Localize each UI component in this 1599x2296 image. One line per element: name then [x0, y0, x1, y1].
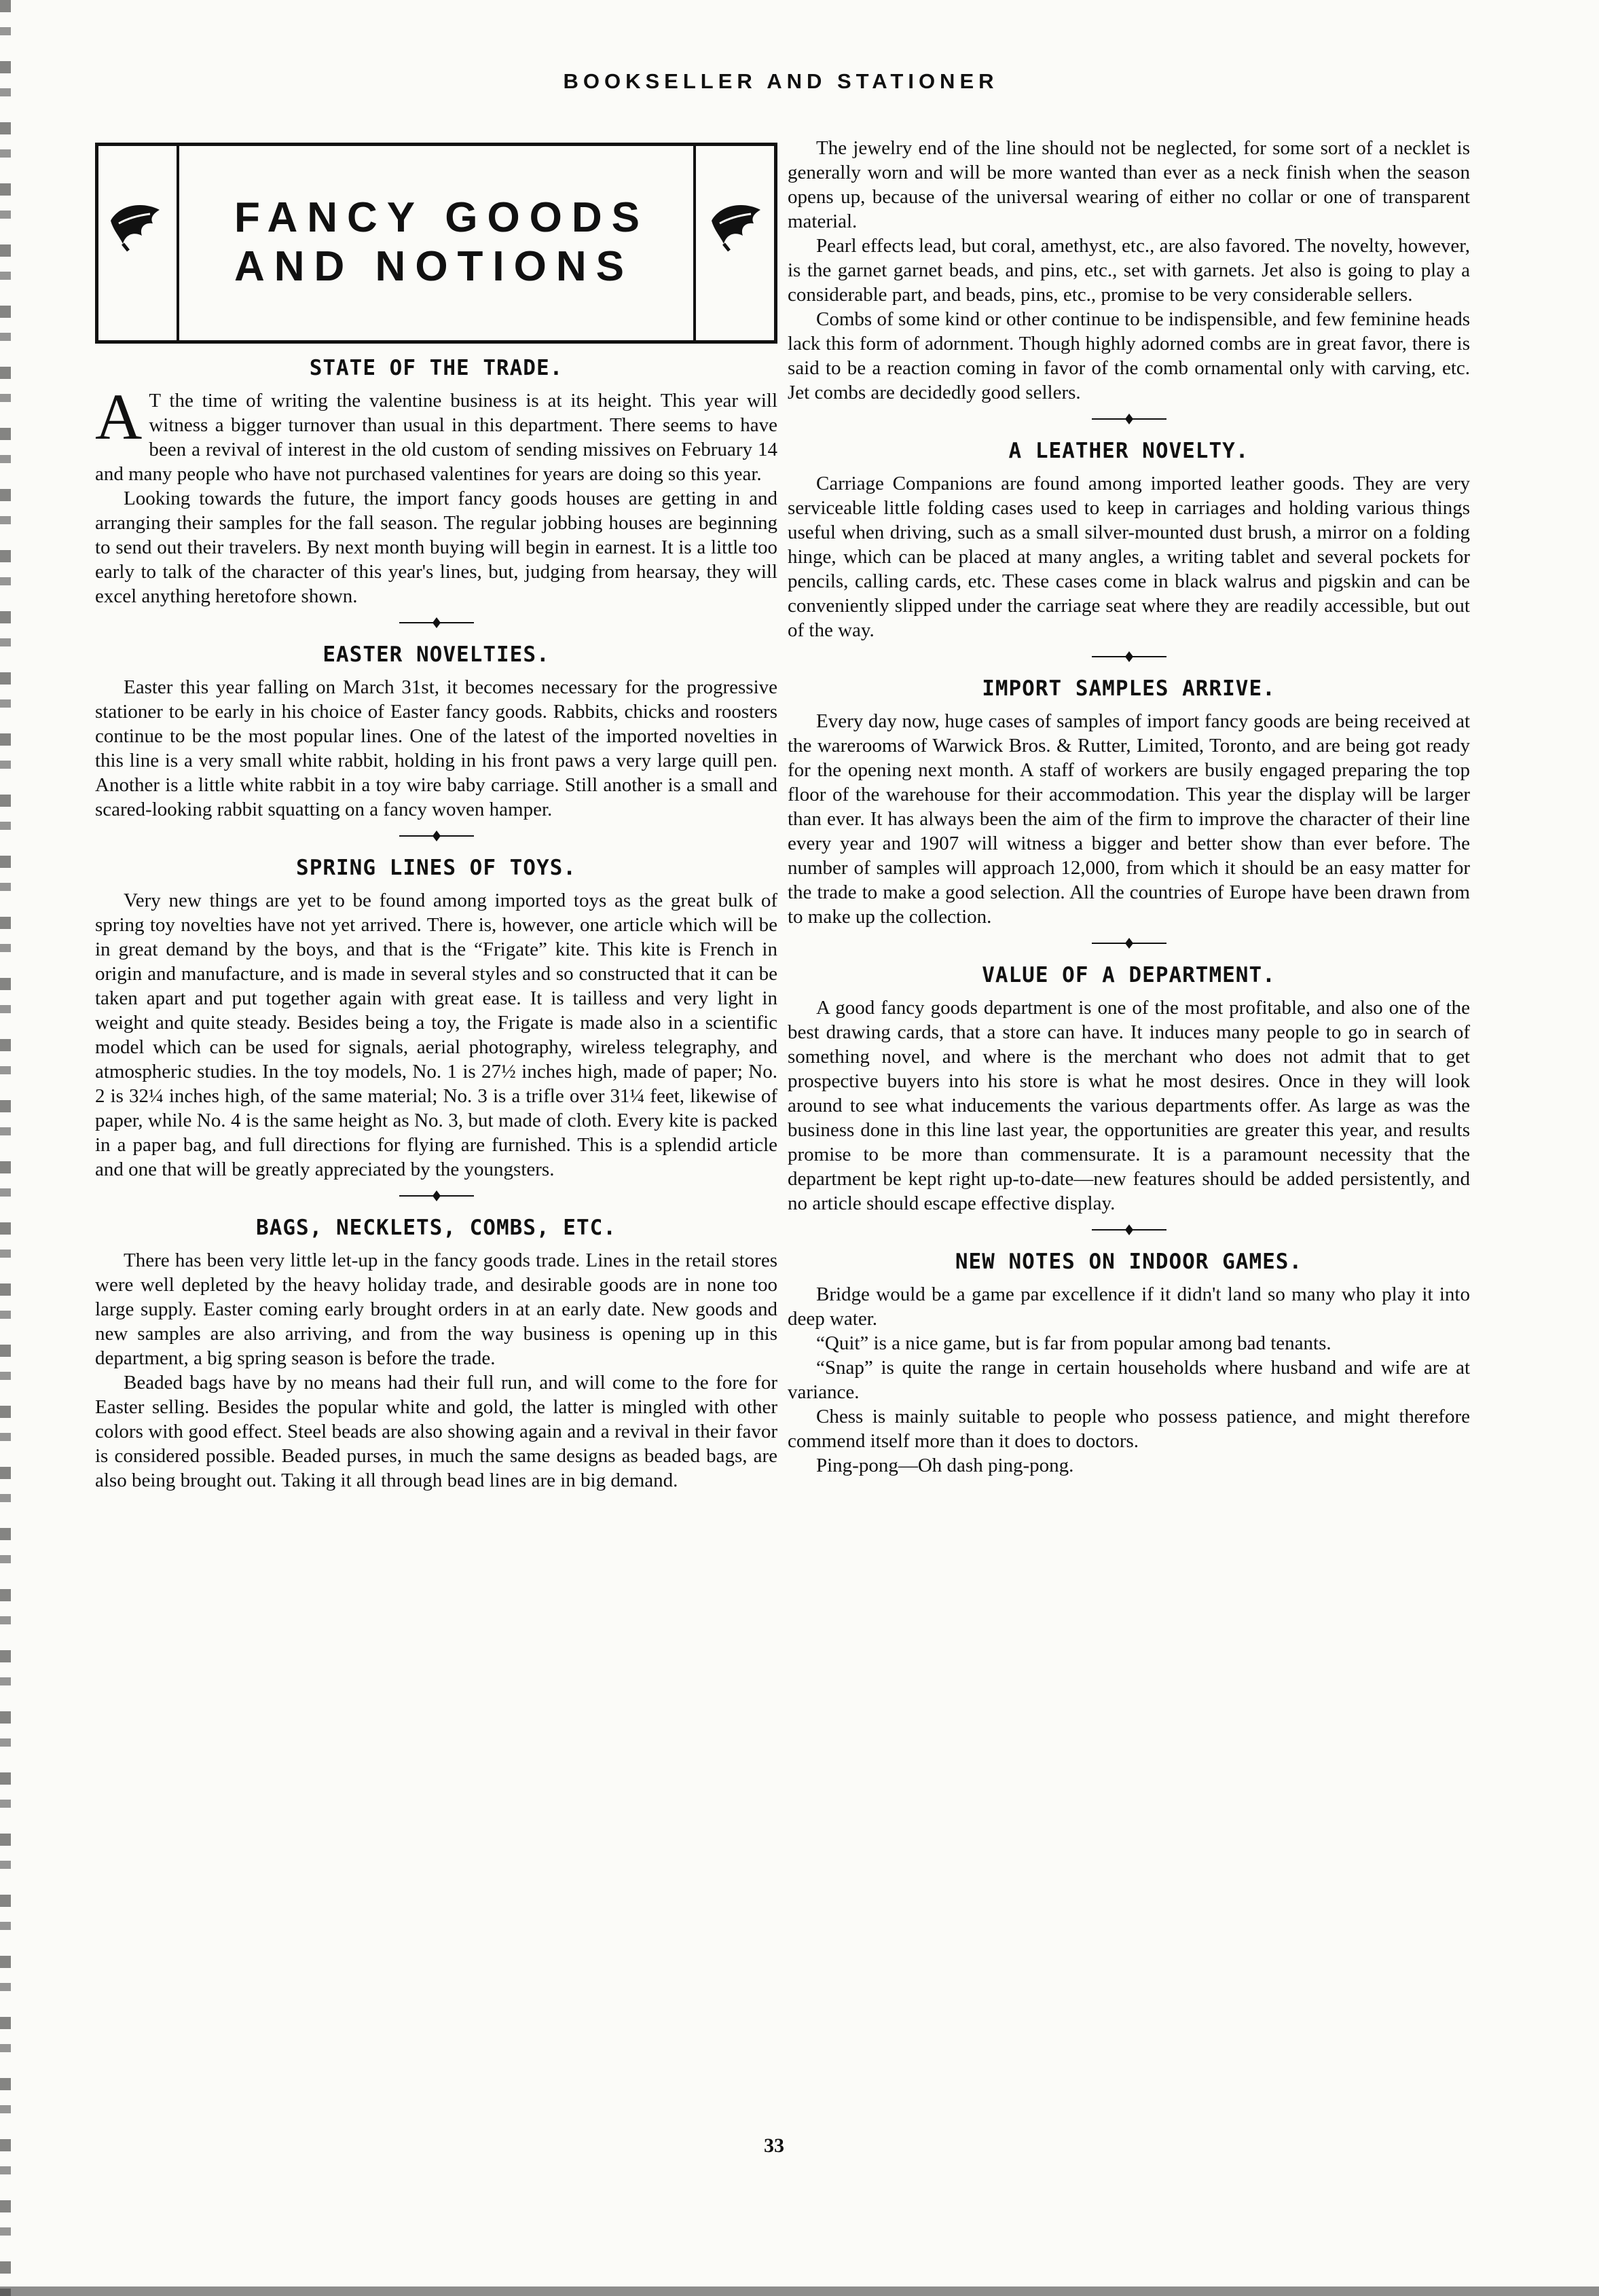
department-title: [234, 194, 650, 291]
article-heading-bags-necklets: BAGS, NECKLETS, COMBS, ETC.: [256, 1216, 617, 1240]
article-paragraph: Easter this year falling on March 31st, it becomes necessary for the progressive stationer to be early in his choice of Easter fancy goods. Rabbits, chicks and roosters continue to be the most popular lines. One of the latest of the imported novelties in this line is a very small white rabbit, holding in his front paws a very large quill pen. Another is a little white rabbit in a toy wire baby carriage. Still another is a small and scared-looking rabbit squatting on a fancy woven hamper.: [95, 676, 777, 820]
paragraph-text: T the time of writing the valentine business is at its height. This year will witness a bigger turnover than usual in this department. There seems to have been a revival of interest in the old custom of sending missives on February 14 and many people who have not purchased valentines for years are doing so this year.: [95, 390, 777, 485]
article-paragraph: Looking towards the future, the import fancy goods houses are getting in and arranging their samples for the fall season. The regular jobbing houses are beginning to send out their travelers. By next month buying will begin in earnest. It is a little too early to talk of the character of this year's lines, but, judging from hearsay, they will excel anything heretofore shown.: [95, 488, 777, 607]
department-title-line-1: FANCY GOODS: [234, 194, 650, 241]
article-heading-indoor-games: NEW NOTES ON INDOOR GAMES.: [955, 1250, 1303, 1274]
left-column: [95, 143, 777, 1493]
article-paragraph: [95, 380, 777, 486]
leaf-ornament-icon: [706, 194, 767, 255]
article-paragraph: “Snap” is quite the range in certain households where husband and wife are at variance.: [788, 1357, 1470, 1403]
article-paragraph: Pearl effects lead, but coral, amethyst, etc., are also favored. The novelty, however, is the garnet garnet beads, and pins, etc., set with garnets. Jet also is going to play a considerable part, and beads, pins, etc., promise to be very considerable sellers.: [788, 235, 1470, 306]
diamond-rule-icon: [1092, 1222, 1166, 1237]
article-paragraph: There has been very little let-up in the fancy goods trade. Lines in the retail stores were well depleted by the heavy holiday trade, and desirable goods are in none too large supply. Easter coming early brought orders in at an early date. New goods and new samples are also arriving, and from the way business is opening up in this department, a big spring season is before the trade.: [95, 1250, 777, 1369]
diamond-rule-icon: [399, 615, 474, 630]
article-paragraph: Ping-pong—Oh dash ping-pong.: [816, 1455, 1074, 1476]
page-number: 33: [764, 2134, 784, 2157]
article-heading-leather-novelty: A LEATHER NOVELTY.: [1008, 439, 1249, 463]
diamond-rule-icon: [1092, 936, 1166, 951]
article-paragraph: Chess is mainly suitable to people who possess patience, and might therefore commend itself more than it does to doctors.: [788, 1406, 1470, 1452]
department-header-box: [95, 143, 777, 344]
diamond-rule-icon: [399, 828, 474, 843]
article-paragraph: Bridge would be a game par excellence if it didn't land so many who play it into deep water.: [788, 1283, 1470, 1330]
article-heading-state-of-trade: STATE OF THE TRADE.: [309, 356, 564, 380]
scan-edge-bottom: [0, 2286, 1599, 2296]
article-heading-value-of-department: VALUE OF A DEPARTMENT.: [982, 963, 1276, 987]
leaf-ornament-icon: [105, 194, 166, 255]
scan-edge-left: [0, 0, 11, 2296]
drop-cap: A: [95, 380, 143, 453]
department-title-line-2: AND NOTIONS: [234, 243, 633, 290]
article-paragraph: A good fancy goods department is one of the most profitable, and also one of the best drawing cards, that a store can have. It induces many people to go in search of something novel, and where is the merchant who does not admit that to get prospective buyers into his store is what he most desires. Once in they will look around to see what inducements the various departments offer. As large as was the business done in this line last year, the opportunities are greater this year, and results promise to be more than commensurate. It is a paramount necessity that the department be kept right up-to-date—new features should be added persistently, and no article should escape effective display.: [788, 997, 1470, 1214]
article-paragraph: Beaded bags have by no means had their full run, and will come to the fore for Easter selling. Besides the popular white and gold, the latter is mingled with other colors with good effect. Steel beads are also showing again and a revival in their favor is considered possible. Beaded purses, in much the same designs as beaded bags, are also being brought out. Taking it all through bead lines are in big demand.: [95, 1372, 777, 1491]
article-heading-easter-novelties: EASTER NOVELTIES.: [323, 642, 550, 667]
article-paragraph: The jewelry end of the line should not be neglected, for some sort of a necklet is generally worn and will be more wanted than ever as a neck finish when the season opens up, because of the universal wearing of either no collar or one of transparent material.: [788, 137, 1470, 232]
article-paragraph: Very new things are yet to be found among imported toys as the great bulk of spring toy novelties have not yet arrived. There is, however, one article which will be in great demand by the boys, and that is the “Frigate” kite. This kite is French in origin and manufacture, and is made in several styles and so constructed that it can be taken apart and put together again with great ease. It is tailless and very light in weight and quite steady. Besides being a toy, the Frigate is made also in a scientific model which can be used for signals, aerial photography, wireless telegraphy, and atmospheric studies. In the toy models, No. 1 is 27½ inches high, made of paper; No. 2 is 32¼ inches high, of the same material; No. 3 is a trifle over 31¼ feet, likewise of paper, while No. 4 is the same height as No. 3, but made of cloth. Every kite is packed in a paper bag, and full directions for flying are furnished. This is a splendid article and one that will be greatly appreciated by the youngsters.: [95, 890, 777, 1180]
article-paragraph: Carriage Companions are found among imported leather goods. They are very serviceable little folding cases used to keep in carriages and holding various things useful when driving, such as a small silver-mounted dust brush, a mirror on a folding hinge, which can be placed at many angles, a writing tablet and several pockets for pencils, calling cards, etc. These cases come in black walrus and pigskin and can be conveniently slipped under the carriage seat where they are readily accessible, but out of the way.: [788, 473, 1470, 641]
article-paragraph: Combs of some kind or other continue to be indispensible, and few feminine heads lack this form of adornment. Though highly adorned combs are in great favor, there is said to be a reaction coming in favor of the comb ornamental only with carving, etc. Jet combs are decidedly good sellers.: [788, 308, 1470, 403]
article-paragraph: “Quit” is a nice game, but is far from popular among bad tenants.: [816, 1332, 1331, 1354]
article-paragraph: Every day now, huge cases of samples of import fancy goods are being received at the warerooms of Warwick Bros. & Rutter, Limited, Toronto, and are being got ready for the opening next month. A staff of workers are busily engaged preparing the top floor of the warehouse for their accommodation. This year the display will be larger than ever. It has always been the aim of the firm to improve the character of their line every year and 1907 will witness a bigger and better show than ever before. The number of samples will approach 12,000, from which it should be an easy matter for the trade to make a good selection. All the countries of Europe have been drawn from to make up the collection.: [788, 710, 1470, 928]
article-heading-spring-toys: SPRING LINES OF TOYS.: [296, 856, 576, 880]
diamond-rule-icon: [399, 1188, 474, 1203]
diamond-rule-icon: [1092, 649, 1166, 664]
article-heading-import-samples: IMPORT SAMPLES ARRIVE.: [982, 676, 1276, 701]
right-column: [788, 136, 1470, 1478]
diamond-rule-icon: [1092, 412, 1166, 426]
running-head: BOOKSELLER AND STATIONER: [563, 69, 999, 93]
